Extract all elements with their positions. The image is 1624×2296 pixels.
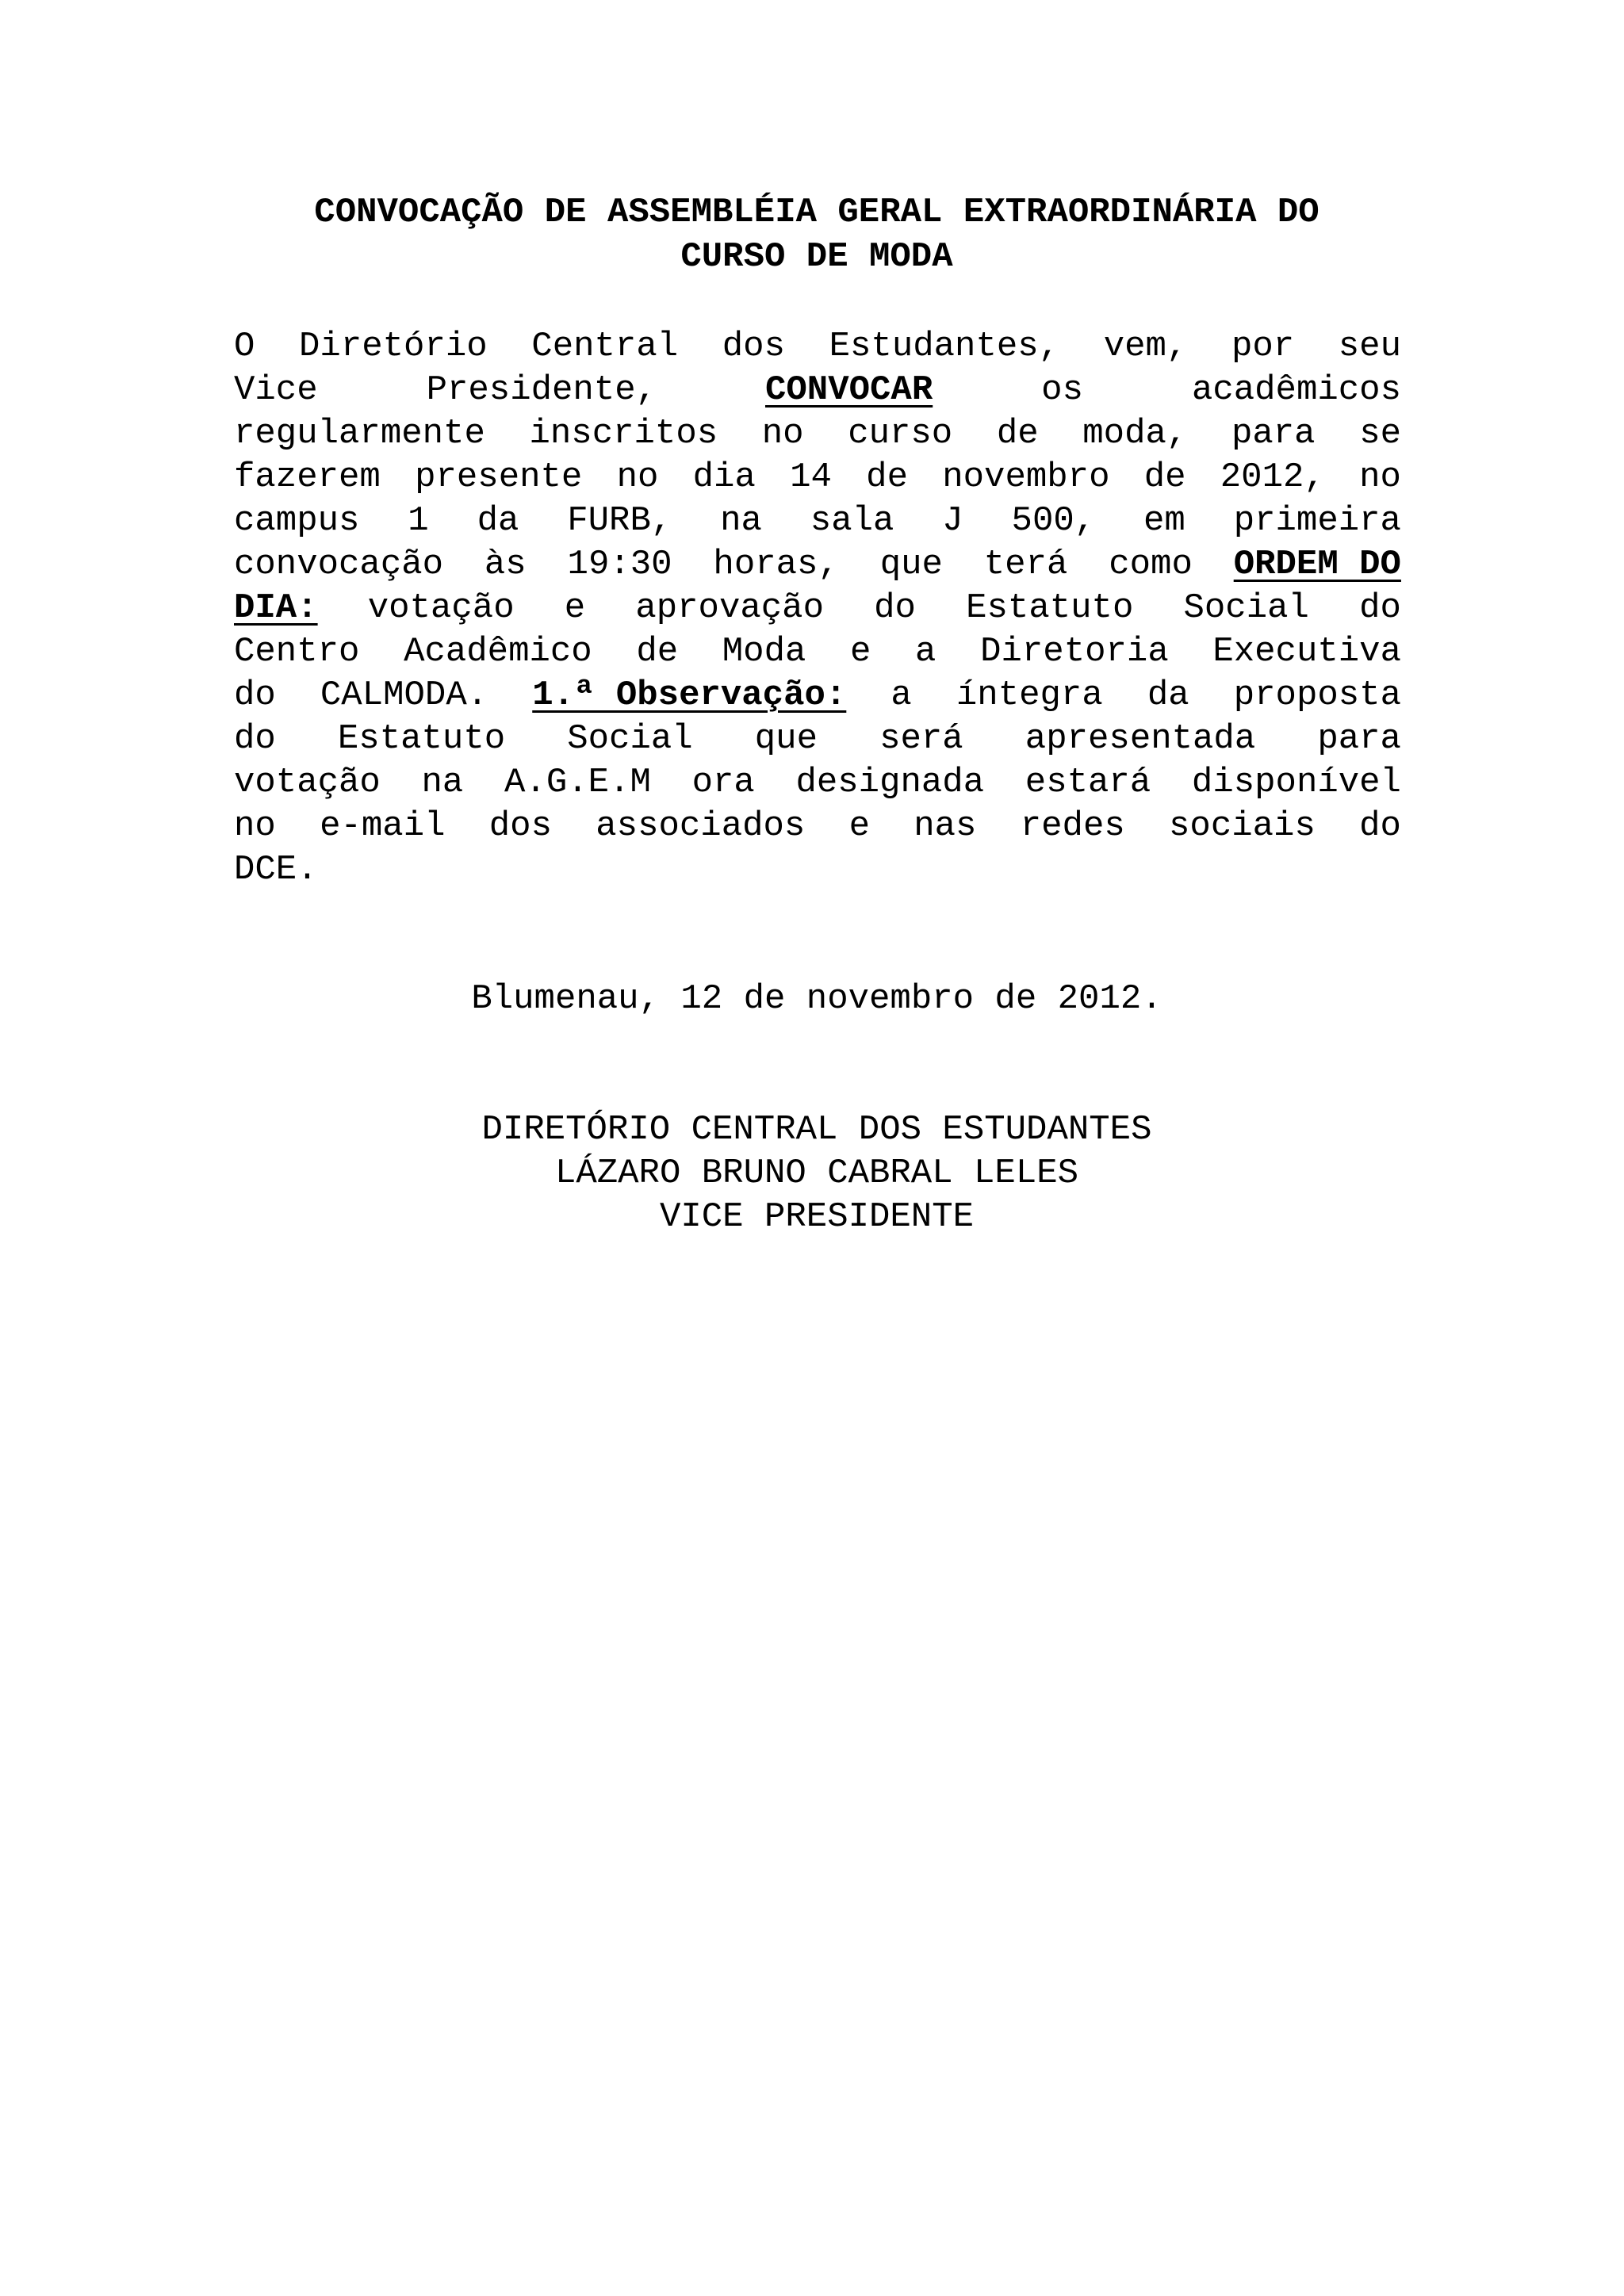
body-word: no (1359, 457, 1401, 497)
body-word: do (234, 675, 276, 715)
body-word: de (866, 457, 908, 497)
body-line (234, 412, 1401, 456)
body-line (234, 456, 1401, 499)
body-line (234, 499, 1401, 543)
body-word: dia (692, 457, 756, 497)
body-word: Estatuto (337, 719, 506, 759)
body-word: Acadêmico (404, 632, 592, 672)
body-word: associados (596, 806, 806, 846)
body-word: na (720, 501, 762, 541)
body-line (234, 718, 1401, 761)
body-line (234, 674, 1401, 718)
body-word: A.G.E.M (504, 763, 651, 802)
body-word: estará (1025, 763, 1151, 802)
emphasized-term: CONVOCAR (764, 370, 933, 410)
body-line (234, 761, 1401, 805)
body-line (234, 369, 1401, 412)
body-word: terá (983, 545, 1068, 584)
body-word: inscritos (529, 414, 718, 453)
body-word: campus (234, 501, 360, 541)
body-word: Vice (234, 370, 318, 410)
convocation-body (234, 325, 1401, 892)
body-word: do (1359, 588, 1401, 628)
body-word: e (564, 588, 586, 628)
body-word: Social (567, 719, 693, 759)
body-word: em (1143, 501, 1185, 541)
body-word: proposta (1233, 675, 1401, 715)
body-word: no (761, 414, 804, 453)
body-word: às (484, 545, 527, 584)
body-word: da (477, 501, 519, 541)
body-word: sociais (1169, 806, 1316, 846)
body-word: dos (488, 806, 552, 846)
body-word: 1 (408, 501, 429, 541)
body-word: Diretório (299, 327, 488, 366)
body-word: e-mail (320, 806, 446, 846)
body-word: J (942, 501, 963, 541)
body-word: Social (1183, 588, 1309, 628)
title-line-1: CONVOCAÇÃO DE ASSEMBLÉIA GERAL EXTRAORDINÁRIA DO (314, 193, 1320, 232)
body-word: na (421, 763, 464, 802)
emphasized-term: ORDEM DO (1233, 545, 1401, 584)
body-word: que (754, 719, 818, 759)
body-word: sala (810, 501, 894, 541)
body-word: ora (691, 763, 755, 802)
title-line-2: CURSO DE MODA (680, 237, 953, 277)
body-line (234, 587, 1401, 630)
body-word: convocação (234, 545, 444, 584)
body-word: como (1109, 545, 1193, 584)
body-word: será (879, 719, 963, 759)
date-line: Blumenau, 12 de novembro de 2012. (471, 979, 1162, 1019)
body-word: Presidente, (426, 370, 657, 410)
body-word: de (996, 414, 1039, 453)
body-word: vem, (1103, 327, 1188, 366)
body-word: a (891, 675, 912, 715)
body-word: no (234, 806, 276, 846)
body-word: horas, (713, 545, 839, 584)
body-word: por (1231, 327, 1295, 366)
body-word: se (1359, 414, 1401, 453)
body-word: votação (367, 588, 515, 628)
body-word: os (1041, 370, 1083, 410)
body-word: do (874, 588, 916, 628)
body-word: Diretoria (980, 632, 1169, 672)
body-word: e (848, 806, 870, 846)
body-word: Central (531, 327, 679, 366)
body-word: a (915, 632, 936, 672)
body-word: presente (415, 457, 583, 497)
body-word: íntegra (956, 675, 1103, 715)
body-word: designada (795, 763, 985, 802)
body-word: que (879, 545, 943, 584)
body-word: curso (848, 414, 953, 453)
body-word: FURB, (567, 501, 672, 541)
body-word: 2012, (1220, 457, 1325, 497)
body-word: Centro (234, 632, 360, 672)
body-line (234, 848, 1401, 892)
body-word: votação (234, 763, 381, 802)
body-word: para (1231, 414, 1316, 453)
body-word: novembro (942, 457, 1110, 497)
body-word: redes (1020, 806, 1125, 846)
signature-organization: DIRETÓRIO CENTRAL DOS ESTUDANTES (481, 1110, 1152, 1150)
body-word: 500, (1011, 501, 1096, 541)
body-word: O (234, 327, 255, 366)
body-word: 14 (790, 457, 832, 497)
emphasized-term: DIA: (234, 588, 318, 628)
body-word: Estudantes, (829, 327, 1060, 366)
body-word: no (616, 457, 659, 497)
body-word: CALMODA. (320, 675, 488, 715)
body-word: Executiva (1212, 632, 1401, 672)
body-word: Estatuto (966, 588, 1134, 628)
body-line (234, 543, 1401, 587)
body-word: nas (914, 806, 977, 846)
body-word: moda, (1082, 414, 1188, 453)
body-word: DCE. (234, 850, 318, 890)
body-word: disponível (1191, 763, 1401, 802)
body-word: de (636, 632, 679, 672)
signature-role: VICE PRESIDENTE (659, 1197, 975, 1237)
body-word: 19:30 (567, 545, 672, 584)
body-line (234, 325, 1401, 369)
body-word: acadêmicos (1191, 370, 1401, 410)
body-word: de (1143, 457, 1186, 497)
body-word: aprovação (635, 588, 824, 628)
body-word: fazerem (234, 457, 381, 497)
body-word: primeira (1233, 501, 1401, 541)
body-line (234, 805, 1401, 848)
body-word: seu (1338, 327, 1401, 366)
body-word: do (234, 719, 276, 759)
signature-block (234, 1108, 1400, 1239)
body-word: Moda (722, 632, 806, 672)
document-title (234, 190, 1400, 279)
body-word: para (1317, 719, 1401, 759)
body-word: e (850, 632, 871, 672)
body-word: do (1359, 806, 1401, 846)
signature-name: LÁZARO BRUNO CABRAL LELES (554, 1154, 1079, 1193)
body-line (234, 630, 1401, 674)
body-word: da (1147, 675, 1189, 715)
body-word: regularmente (234, 414, 485, 453)
emphasized-term: 1.ª Observação: (532, 675, 847, 715)
body-word: dos (722, 327, 785, 366)
body-word: apresentada (1025, 719, 1256, 759)
